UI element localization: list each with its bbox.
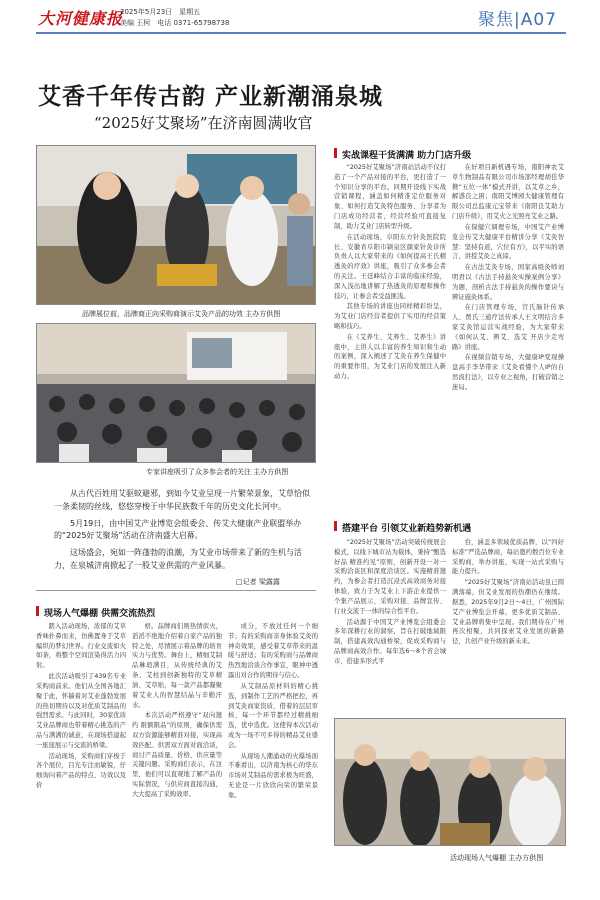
paragraph: 在好项目新机遇专场，南阳神农艾草生物制品有限公司市场部经理胡佳华携“五位一体”模式开讲，以艾草之乡，解惑良之困；南阳艾博园大健康管理有限公司总监康元宝带来《南阳良艾助力门店升级》，用艾火之光照亮艾业之路。 <box>452 164 564 221</box>
masthead-rule <box>36 32 566 34</box>
editor-info: 美编 王柯 电话 0371-65798738 <box>120 19 230 27</box>
section2-column-2 <box>452 163 564 505</box>
section3-column-1 <box>334 538 446 710</box>
paragraph: 台，涵盖多领域优质品牌，以“四好标准”严选品牌商，每站邀约数百位专业采购商，举办讲座，实现一站式采购与能力提升。 <box>452 539 564 576</box>
section2-title: 实战课程干货满满 助力门店升级 <box>342 151 472 161</box>
photo-lecture <box>36 323 316 463</box>
paragraph: 格。品牌商们则热情似火，滔滔不绝地介绍着自家产品的独特之处，尽情展示着品牌的培育实力与优势。舞台上，精细艾制品琳琅满目，从传统经典的艾条、艾柱到创新独特的艾草精油、艾草贴，每一款产品都凝聚着艾业人的智慧结晶与辛勤汗水。 <box>132 623 222 709</box>
section-marker <box>36 606 39 616</box>
subheadline: “2025好艾聚场”在济南圆满收官 <box>94 114 313 132</box>
section-marker <box>334 521 337 531</box>
section-marker <box>334 148 337 158</box>
lead-paragraph: 5月19日，由中国艾产业博览会组委会、传艾大健康产业联盟举办的“2025好艾聚场”活动在济南盛大启幕。 <box>54 518 302 541</box>
paragraph: 在活动现场，阜阳东方针灸医院院长、安徽省阜阳市颍泉区颜家针灸诊所负责人以大家带来的《如何提高王氏精透灸的疗效》讲座，吸引了众多参会者的关注。王廷峰结合丰富的临床经验，深入浅出地讲解了热透灸的原理和操作技巧，让参会者受益匪浅。 <box>334 233 446 300</box>
newspaper-logo: 大河健康报 <box>38 9 124 28</box>
paragraph: “2025好艾聚场”济南站活动不仅打造了一个产品对接的平台，更打造了一个知识分享的平台。同期开设线下实战营销课程，涵盖如何精准定位服务对象、如何打造艾灸特色服务、分享者为门店成功经营者，经营经验可直接复制，助力艾业门店转型升级。 <box>334 164 446 230</box>
paragraph: 在保健穴调理专场，中国艾产业博览会传艾大健康平台精讲分享《艾灸智慧：坚持有道，穴位有方》，以平实的语言，讲授艾灸之真谛。 <box>452 223 564 261</box>
section2-column-1 <box>334 163 446 505</box>
paragraph: 从艾制品原材料的精心挑选，到制作工艺的严格把控，再到艾灸商家资质，借着的层层审核，每一个环节都经过精挑细选，优中选优。这使得本次活动成为一场不可多得的精品艾业盛会。 <box>228 682 318 749</box>
lead-paragraph: 从古代百姓用艾驱蚊避邪，到如今艾业呈现一片繁荣景象，艾草恰似一条柔韧的丝线，悠悠穿梭于中华民族数千年的历史文化长河中。 <box>54 489 310 511</box>
headline: 艾香千年传古韵 产业新潮涌泉城 <box>38 83 384 110</box>
paragraph: 踏入活动现场，浓郁的艾草香味扑鼻而来，仿佛置身于艾草编织的梦幻世界。行业交流如火如荼，将整个空间渲染得活力四射。 <box>36 623 126 670</box>
photo-crowd <box>334 718 566 846</box>
paragraph: 在视频营销专场，大健康IP变现操盘高手李华带来《艾灸看懂个人IP的自然流打法》，以专业之视角，打破营销之迷局。 <box>452 354 564 391</box>
paragraph: 活动源于中国艾产业博览会组委会多年深耕行业的洞察，旨在打破地域限制，搭建高效沟通桥梁，促成采购商与品牌商高效合作。每年选6～8个省会城市，搭建多形式平 <box>334 618 446 665</box>
paragraph: “2025好艾聚场”济南站活动虽已圆满落幕，但艾业发展的热潮仍在继续。据悉，2025年9月2日～4日，广州国际艾产业博览会开幕，更多优质艾制品、艾业品牌将集中呈现。我们期待在广州再次相聚，共同探索艾业发展的新路径，共创产业升级的新未来。 <box>452 579 564 646</box>
section3-column-2 <box>452 538 564 710</box>
photo3-caption: 活动现场人气爆棚 主办方供图 <box>450 854 544 862</box>
section3-title: 搭建平台 引领艾业新趋势新机遇 <box>342 524 472 534</box>
paragraph: 在门店管理专场，宫氏脑针传承人、贾氏三通疗法传承人王文明结合多家艾灸馆运营实战经验，为大家带来《如何认艾、辨艾、选艾 开店少走弯路》讲座。 <box>452 304 564 351</box>
section1-title: 现场人气爆棚 供需交流热烈 <box>44 609 156 619</box>
photo1-caption: 品牌展位前，品牌商正向采购商演示艾灸产品的功效 主办方供图 <box>82 310 281 318</box>
paragraph: 成分，不放过任何一个细节；有的采购商亲身体验艾灸的神奇效果，感受着艾草带来的温暖与舒适；有的采购商与品牌商热烈地洽谈合作事宜，眼神中透露出对合作的期待与信心。 <box>228 623 318 680</box>
paragraph: 本次活动严格遵守“双向邀约 限额限品”的原则，确保供需双方资源能够精准对接，实现高效匹配。供需双方面对面洽谈，商讨产品质量、价格、供应量等关键问题。采购商们表示，在这里，他们可以直观地了解产品的实际情况，与供应商直接沟通，大大提高了采购效率。 <box>132 712 222 798</box>
paragraph: 此次活动吸引了439名专业采购商前来。他们从全国各地汇聚于此，怀揣着对艾业蓬勃发展的热切期待以及对优质艾制品的强烈需求。与此同时，30家优质艾业品牌商也带着精心挑选的产品与满满的诚意，在现场搭建起一座座展示与交流的桥梁。 <box>36 673 126 749</box>
paragraph: 在古法艾灸专场，国家高级灸师刘明君以《古法手持悬灸实操案例分享》为题，剖析古法手持悬灸的操作要诀与辨证施灸体系。 <box>452 264 564 301</box>
section1-column-1 <box>36 622 126 884</box>
divider <box>36 590 316 591</box>
paragraph: 在《艾养生、艾养生、艾养生》讲座中，主讲人以丰富的养生知识和生动的案例，深入阐述了艾灸在养生保健中的重要作用，为艾业门店的发展注入新动力。 <box>334 333 446 381</box>
byline: □记者 梁露露 <box>236 578 280 586</box>
paragraph: 从现场人潮涌动的火爆场面不难看出，以济南为核心的华东市场对艾制品的需求极为旺盛，无论是一片欣欣向荣的繁荣景象。 <box>228 752 318 799</box>
paragraph: 其他专场的讲座也同样精彩纷呈，为艾业门店经营者提供了实用的经营策略和技巧。 <box>334 303 446 330</box>
paragraph: 活动现场，采购商们穿梭于各个展位，目光专注而敏锐，仔细询问着产品的特点、功效以及价 <box>36 752 126 789</box>
photo-booth-demo <box>36 145 316 305</box>
paragraph: “2025好艾聚场”活动突破传统展会模式，以线下城市站为载体，秉持“甄选好品 精准约见”原则，创新开设一对一采购洽谈区和深度洽谈区。实施精准邀约，为参会者打造沉浸式高效商务对接体验，致力于为艾业上下游企业提供一个集产品展示、采购对接、品牌宣传、行业交流于一体的综合性平台。 <box>334 539 446 615</box>
section-label: 聚焦|A07 <box>478 10 557 30</box>
lead-paragraphs <box>54 488 316 577</box>
section1-column-3 <box>228 622 318 884</box>
photo2-caption: 专家讲座吸引了众多参会者的关注 主办方供图 <box>146 468 289 476</box>
issue-date: 2025年5月23日 星期五 <box>120 8 201 16</box>
section1-column-2 <box>132 622 222 884</box>
lead-paragraph: 这场盛会，宛如一阵蓬勃的浪潮，为艾业市场带来了新的生机与活力，在泉城济南掀起了一股艾业供需的产业风暴。 <box>54 548 302 570</box>
